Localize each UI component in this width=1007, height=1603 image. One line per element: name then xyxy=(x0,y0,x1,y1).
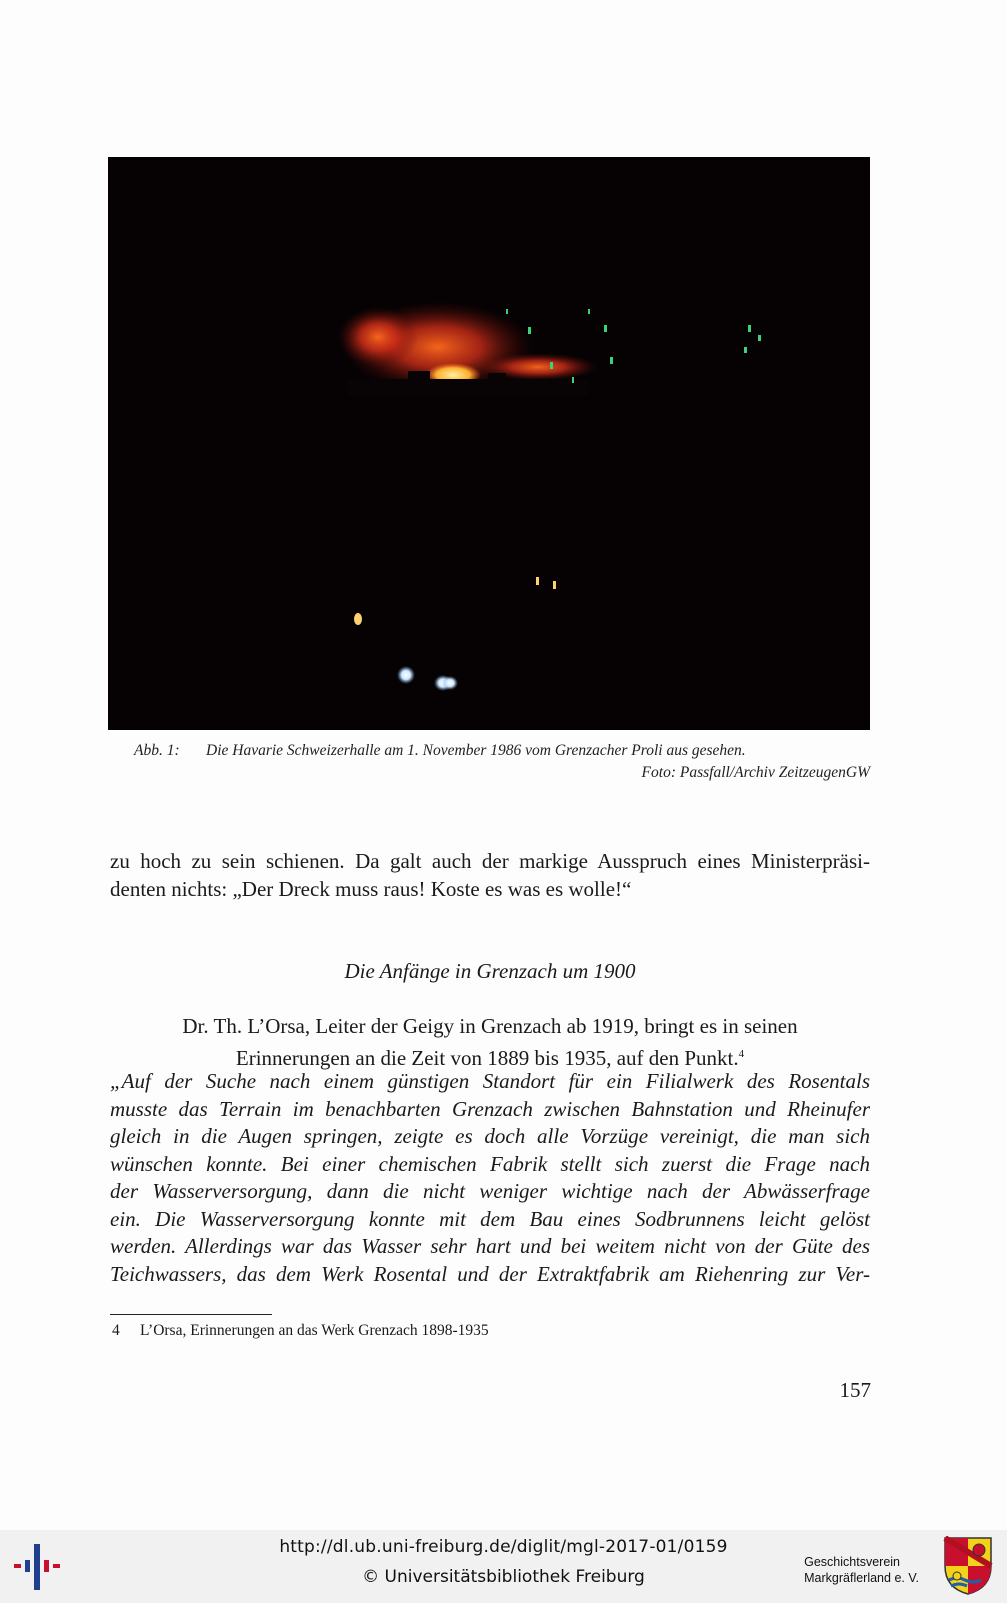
fire-photo-image xyxy=(108,157,870,730)
society-name-line-1: Geschichtsverein xyxy=(804,1555,900,1569)
quotation-block xyxy=(110,1068,870,1288)
society-name-line-2: Markgräflerland e. V. xyxy=(804,1571,919,1585)
quote-line: wünschen konnte. Bei einer chemischen Fabrik stellt sich zuerst die Frage nach xyxy=(110,1151,870,1176)
paragraph-2-line-1: Dr. Th. L’Orsa, Leiter der Geigy in Grenzach ab 1919, bringt es in seinen xyxy=(182,1014,798,1038)
paragraph-2 xyxy=(110,1013,870,1072)
copyright-notice: © Universitätsbibliothek Freiburg xyxy=(362,1567,645,1587)
permalink-url[interactable]: http://dl.ub.uni-freiburg.de/diglit/mgl-2017-01/0159 xyxy=(279,1537,728,1557)
page-number: 157 xyxy=(839,1378,871,1402)
society-name xyxy=(804,1554,919,1586)
figure-label: Abb. 1: xyxy=(134,742,180,759)
section-heading: Die Anfänge in Grenzach um 1900 xyxy=(344,959,636,983)
quote-line: „Auf der Suche nach einem günstigen Standort für ein Filialwerk des Rosentals xyxy=(110,1069,870,1093)
figure-credit: Foto: Passfall/Archiv ZeitzeugenGW xyxy=(641,764,870,781)
paragraph-2-line-2-text: Erinnerungen an die Zeit von 1889 bis 1935, auf den Punkt. xyxy=(235,1045,739,1070)
footnote-text: L’Orsa, Erinnerungen an das Werk Grenzach 1898-1935 xyxy=(140,1322,489,1339)
footnote-divider xyxy=(110,1314,272,1315)
figure-caption-text: Die Havarie Schweizerhalle am 1. November 1986 vom Grenzacher Proli aus gesehen. xyxy=(206,742,746,759)
quote-line: gleich in die Augen springen, zeigte es doch alle Vorzüge vereinigt, die man sich xyxy=(110,1124,870,1148)
quote-line: ein. Die Wasserversorgung konnte mit dem Bau eines Sodbrunnens leicht gelöst xyxy=(110,1206,870,1231)
footnote-reference[interactable]: 4 xyxy=(738,1047,745,1060)
footer-bar xyxy=(0,1530,1007,1603)
footnote-number: 4 xyxy=(112,1322,120,1339)
paragraph-1-line-1: zu hoch zu sein schienen. Da galt auch der markige Ausspruch eines Ministerpräsi- xyxy=(110,849,870,873)
quote-line: werden. Allerdings war das Wasser sehr hart und bei weitem nicht von der Güte des xyxy=(110,1234,870,1258)
night-fire-photo xyxy=(108,157,870,730)
coat-of-arms-icon xyxy=(943,1536,993,1596)
quote-line: der Wasserversorgung, dann die nicht weniger wichtige nach der Abwässerfrage xyxy=(110,1179,870,1203)
quote-line: musste das Terrain im benachbarten Grenzach zwischen Bahnstation und Rheinufer xyxy=(110,1096,870,1121)
paragraph-1-line-2: denten nichts: „Der Dreck muss raus! Koste es was es wolle!“ xyxy=(110,876,632,901)
footnote xyxy=(112,1322,489,1340)
paragraph-1 xyxy=(110,848,870,903)
quote-line: Teichwassers, das dem Werk Rosental und der Extraktfabrik am Riehenring zur Ver- xyxy=(110,1261,870,1286)
